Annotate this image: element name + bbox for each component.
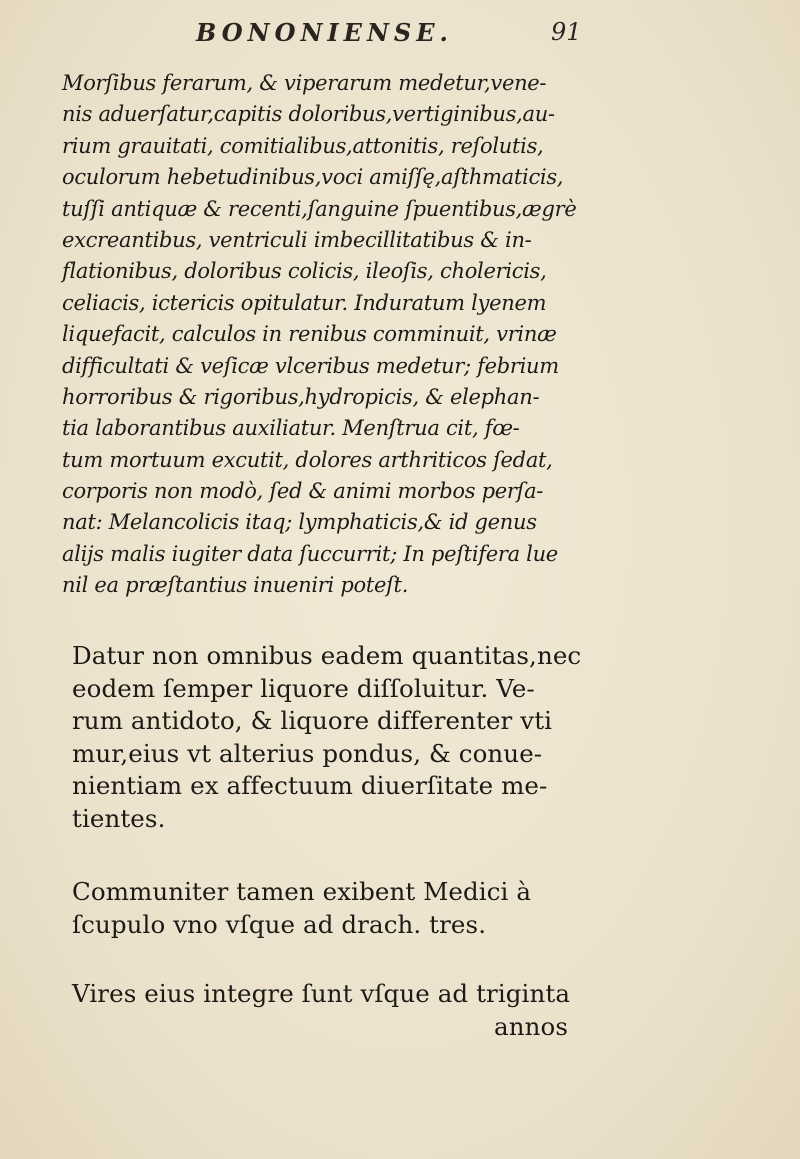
- text-line: nat: Melancolicis itaq; lymphaticis,& id genus: [62, 510, 537, 535]
- text-line: liquefacit, calculos in renibus comminuit, vrinæ: [62, 322, 557, 347]
- vires-paragraph: [72, 978, 752, 1043]
- text-line: flationibus, doloribus colicis, ileoſis, cholericis,: [62, 259, 547, 284]
- text-line: eodem ſemper liquore diſſoluitur. Ve-: [72, 673, 535, 703]
- text-line: nis aduerſatur,capitis doloribus,vertiginibus,au-: [62, 102, 555, 127]
- text-line: nil ea præſtantius inueniri poteſt.: [62, 573, 409, 598]
- text-line: Morſibus ferarum, & viperarum medetur,vene-: [62, 71, 547, 95]
- page-number: 91: [551, 18, 582, 46]
- text-line: ſcupulo vno vſque ad drach. tres.: [72, 909, 487, 939]
- text-line: Communiter tamen exibent Medici à: [72, 877, 532, 906]
- text-line: celiacis, ictericis opitulatur. Induratum lyenem: [62, 290, 547, 315]
- text-line: excreantibus, ventriculi imbecillitatibus & in-: [62, 227, 532, 252]
- italic-paragraph: [62, 68, 742, 602]
- text-line: rium grauitati, comitialibus,attonitis, reſolutis,: [62, 133, 544, 158]
- text-line: tum mortuum excutit, dolores arthriticos ſedat,: [62, 447, 553, 472]
- running-head: BONONIENSE.: [196, 18, 453, 47]
- text-line: tientes.: [72, 803, 166, 833]
- text-line: tuſſi antiquæ & recenti,ſanguine ſpuentibus,ægrè: [62, 196, 577, 221]
- catchword: annos: [494, 1011, 568, 1041]
- text-line: Vires eius integre ſunt vſque ad triginta: [72, 979, 571, 1008]
- common-dose-paragraph: [72, 876, 752, 941]
- dose-paragraph: [72, 640, 752, 835]
- page-header: [0, 14, 800, 50]
- text-line: nientiam ex affectuum diuerſitate me-: [72, 771, 548, 800]
- text-line: mur,eius vt alterius pondus, & conue-: [72, 738, 543, 768]
- text-line: rum antidoto, & liquore differenter vti: [72, 706, 553, 735]
- text-line: horroribus & rigoribus,hydropicis, & elephan-: [62, 384, 540, 409]
- text-line: oculorum hebetudinibus,voci amiſſę,aſthmaticis,: [62, 165, 564, 190]
- text-line: difficultati & veſicæ vlceribus medetur; febrium: [62, 353, 559, 378]
- text-line: tia laborantibus auxiliatur. Menſtrua cit, fœ-: [62, 416, 520, 441]
- text-line: Datur non omnibus eadem quantitas,nec: [72, 641, 582, 670]
- text-line: alijs malis iugiter data ſuccurrit; In peſtifera lue: [62, 541, 558, 566]
- text-line: corporis non modò, ſed & animi morbos perſa-: [62, 479, 544, 504]
